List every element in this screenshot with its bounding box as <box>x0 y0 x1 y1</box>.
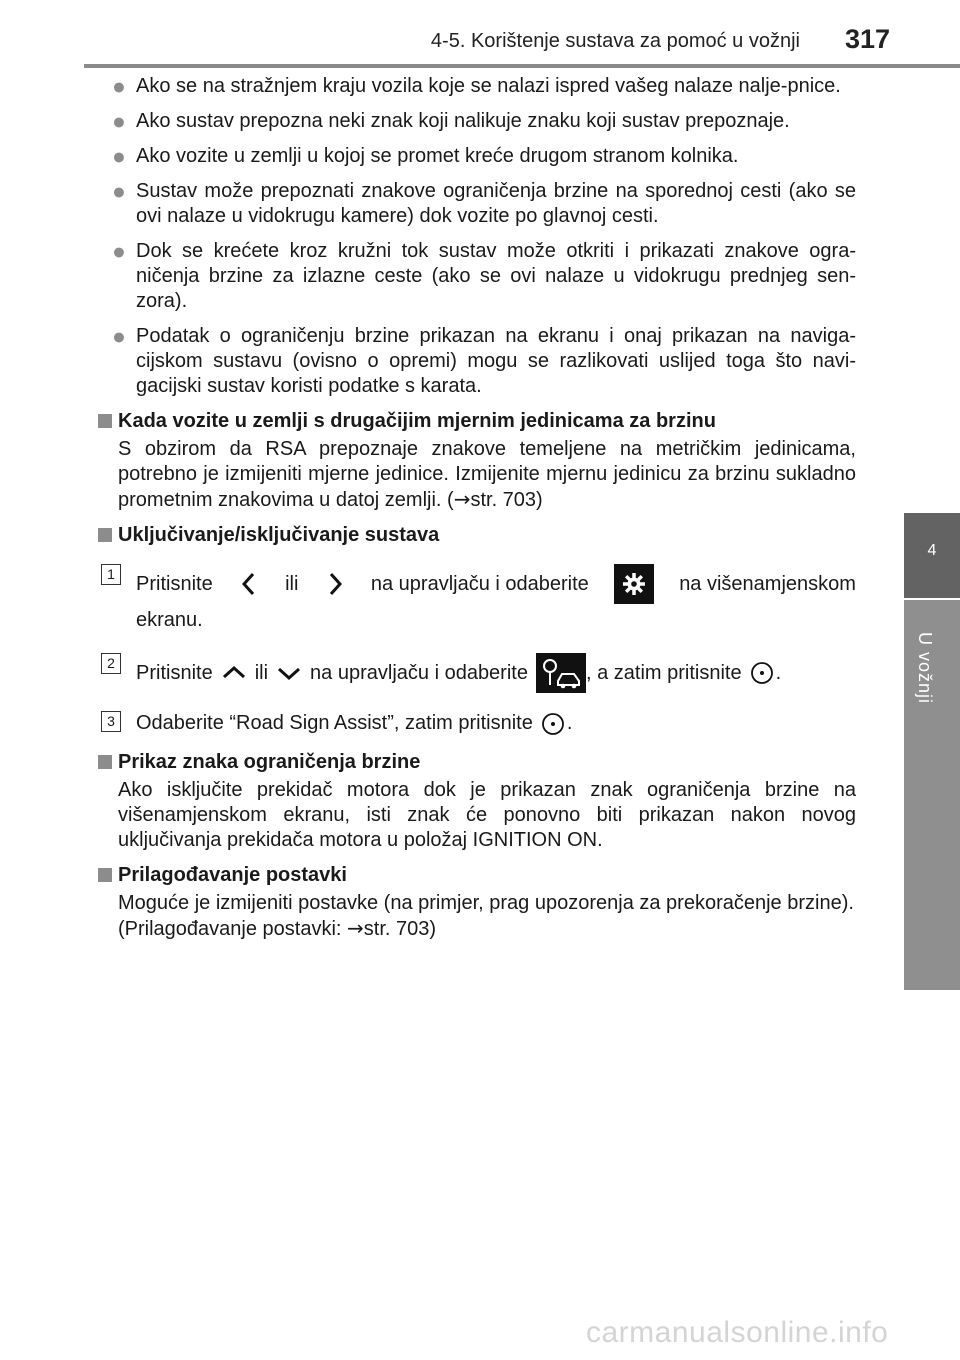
step-text: Pritisnite <box>136 572 213 595</box>
chevron-left-icon <box>238 571 260 597</box>
step-text: ili <box>285 572 299 595</box>
step-text: Pritisnite <box>136 661 213 684</box>
heading-text: Prikaz znaka ograničenja brzine <box>118 751 421 773</box>
heading-text: Kada vozite u zemlji s drugačijim mjernim jedinicama za brzinu <box>118 410 716 432</box>
step-text: Odaberite “Road Sign Assist”, zatim pritisnite <box>136 712 533 734</box>
step-3 <box>98 711 856 736</box>
step-text: na upravljaču i odaberite <box>310 661 528 684</box>
display-paragraph: Ako isključite prekidač motora dok je prikazan znak ograničenja brzine na višenamjenskom ekranu, isti znak će ponovno biti prikazan nakon novog uključivanja prekidača motora u položaj IGNITION ON. <box>118 779 856 851</box>
step-number: 3 <box>101 711 121 732</box>
square-bullet-icon <box>98 414 112 428</box>
bullet-text: Podatak o ograničenju brzine prikazan na ekranu i onaj prikazan na naviga-cijskom sustavu (ovisno o opremi) mogu se razlikovati uslijed toga što navi-gacijski sustav koristi podatke s karata. <box>136 325 856 397</box>
section-heading-display <box>98 750 856 775</box>
bullet-icon: ● <box>112 143 126 169</box>
ok-button-icon <box>750 661 774 685</box>
bullet-icon: ● <box>112 323 126 349</box>
heading-text: Uključivanje/isključivanje sustava <box>118 524 440 546</box>
list-item <box>98 179 856 229</box>
section-heading-toggle <box>98 523 856 548</box>
chevron-up-icon <box>221 662 247 684</box>
list-item <box>98 239 856 314</box>
step-2 <box>98 653 856 693</box>
reference-text: (Prilagođavanje postavki: <box>118 918 348 940</box>
step-1 <box>98 564 856 633</box>
chapter-tab-number: 4 <box>904 513 960 598</box>
settings-reference <box>98 916 856 942</box>
section-heading-settings <box>98 863 856 888</box>
step-text: ili <box>254 661 269 684</box>
square-bullet-icon <box>98 868 112 882</box>
ok-button-icon <box>541 712 565 736</box>
page-reference: str. 703) <box>470 489 543 511</box>
section-title: 4-5. Korištenje sustava za pomoć u vožnji <box>430 30 800 52</box>
settings-gear-icon <box>614 564 654 604</box>
bullet-icon: ● <box>112 238 126 264</box>
paragraph-text: S obzirom da RSA prepoznaje znakove temeljene na metričkim jedinicama, potrebno je izmijeniti mjerne jedinice. Izmijenite mjernu jedinicu za brzinu sukladno prometnim znakovima u datoj zemlji. ( <box>118 438 856 511</box>
heading-text: Prilagođavanje postavki <box>118 864 347 886</box>
bullet-text: Sustav može prepoznati znakove ograničenja brzine na sporednoj cesti (ako se ovi nalaze u vidokrugu kamere) dok vozite po glavnoj cesti. <box>136 180 856 227</box>
list-item <box>98 109 856 134</box>
header-rule <box>84 64 960 68</box>
page-reference: str. 703) <box>363 918 437 940</box>
step-text: . <box>775 661 782 684</box>
chevron-down-icon <box>276 662 302 684</box>
bullet-text: Ako se na stražnjem kraju vozila koje se nalazi ispred vašeg nalaze nalje-pnice. <box>136 75 841 97</box>
arrow-icon: → <box>347 916 364 940</box>
list-item <box>98 324 856 399</box>
bullet-text: Ako vozite u zemlji u kojoj se promet kreće drugom stranom kolnika. <box>136 145 739 167</box>
step-text: na upravljaču i odaberite <box>370 572 589 595</box>
watermark: carmanualsonline.info <box>586 1316 889 1349</box>
step-number: 1 <box>101 564 121 585</box>
bullet-icon: ● <box>112 178 126 204</box>
chapter-tab-label: U vožnji <box>915 632 935 705</box>
step-text: ekranu. <box>136 609 203 631</box>
square-bullet-icon <box>98 755 112 769</box>
step-text: , a zatim pritisnite <box>585 661 742 684</box>
settings-paragraph: Moguće je izmijeniti postavke (na primjer, prag upozorenja za prekoračenje brzine). <box>118 892 854 914</box>
list-item <box>98 144 856 169</box>
step-text: . <box>566 712 573 734</box>
section-heading-units <box>98 409 856 434</box>
units-paragraph <box>98 437 856 513</box>
road-sign-assist-icon <box>536 653 586 693</box>
list-item <box>98 74 856 99</box>
chevron-right-icon <box>324 571 346 597</box>
bullet-text: Dok se krećete kroz kružni tok sustav može otkriti i prikazati znakove ogra-ničenja brzine za izlazne ceste (ako se ovi nalaze u vidokrugu prednjeg sen-zora). <box>136 240 856 312</box>
bullet-text: Ako sustav prepozna neki znak koji nalikuje znaku koji sustav prepoznaje. <box>136 110 790 132</box>
step-number: 2 <box>101 653 121 674</box>
page-content <box>98 74 856 951</box>
page-header <box>0 0 960 70</box>
arrow-icon: → <box>453 487 471 511</box>
bullet-icon: ● <box>112 108 126 134</box>
page-number: 317 <box>844 24 890 54</box>
square-bullet-icon <box>98 528 112 542</box>
step-text: na višenamjenskom <box>679 572 856 595</box>
bullet-icon: ● <box>112 73 126 99</box>
